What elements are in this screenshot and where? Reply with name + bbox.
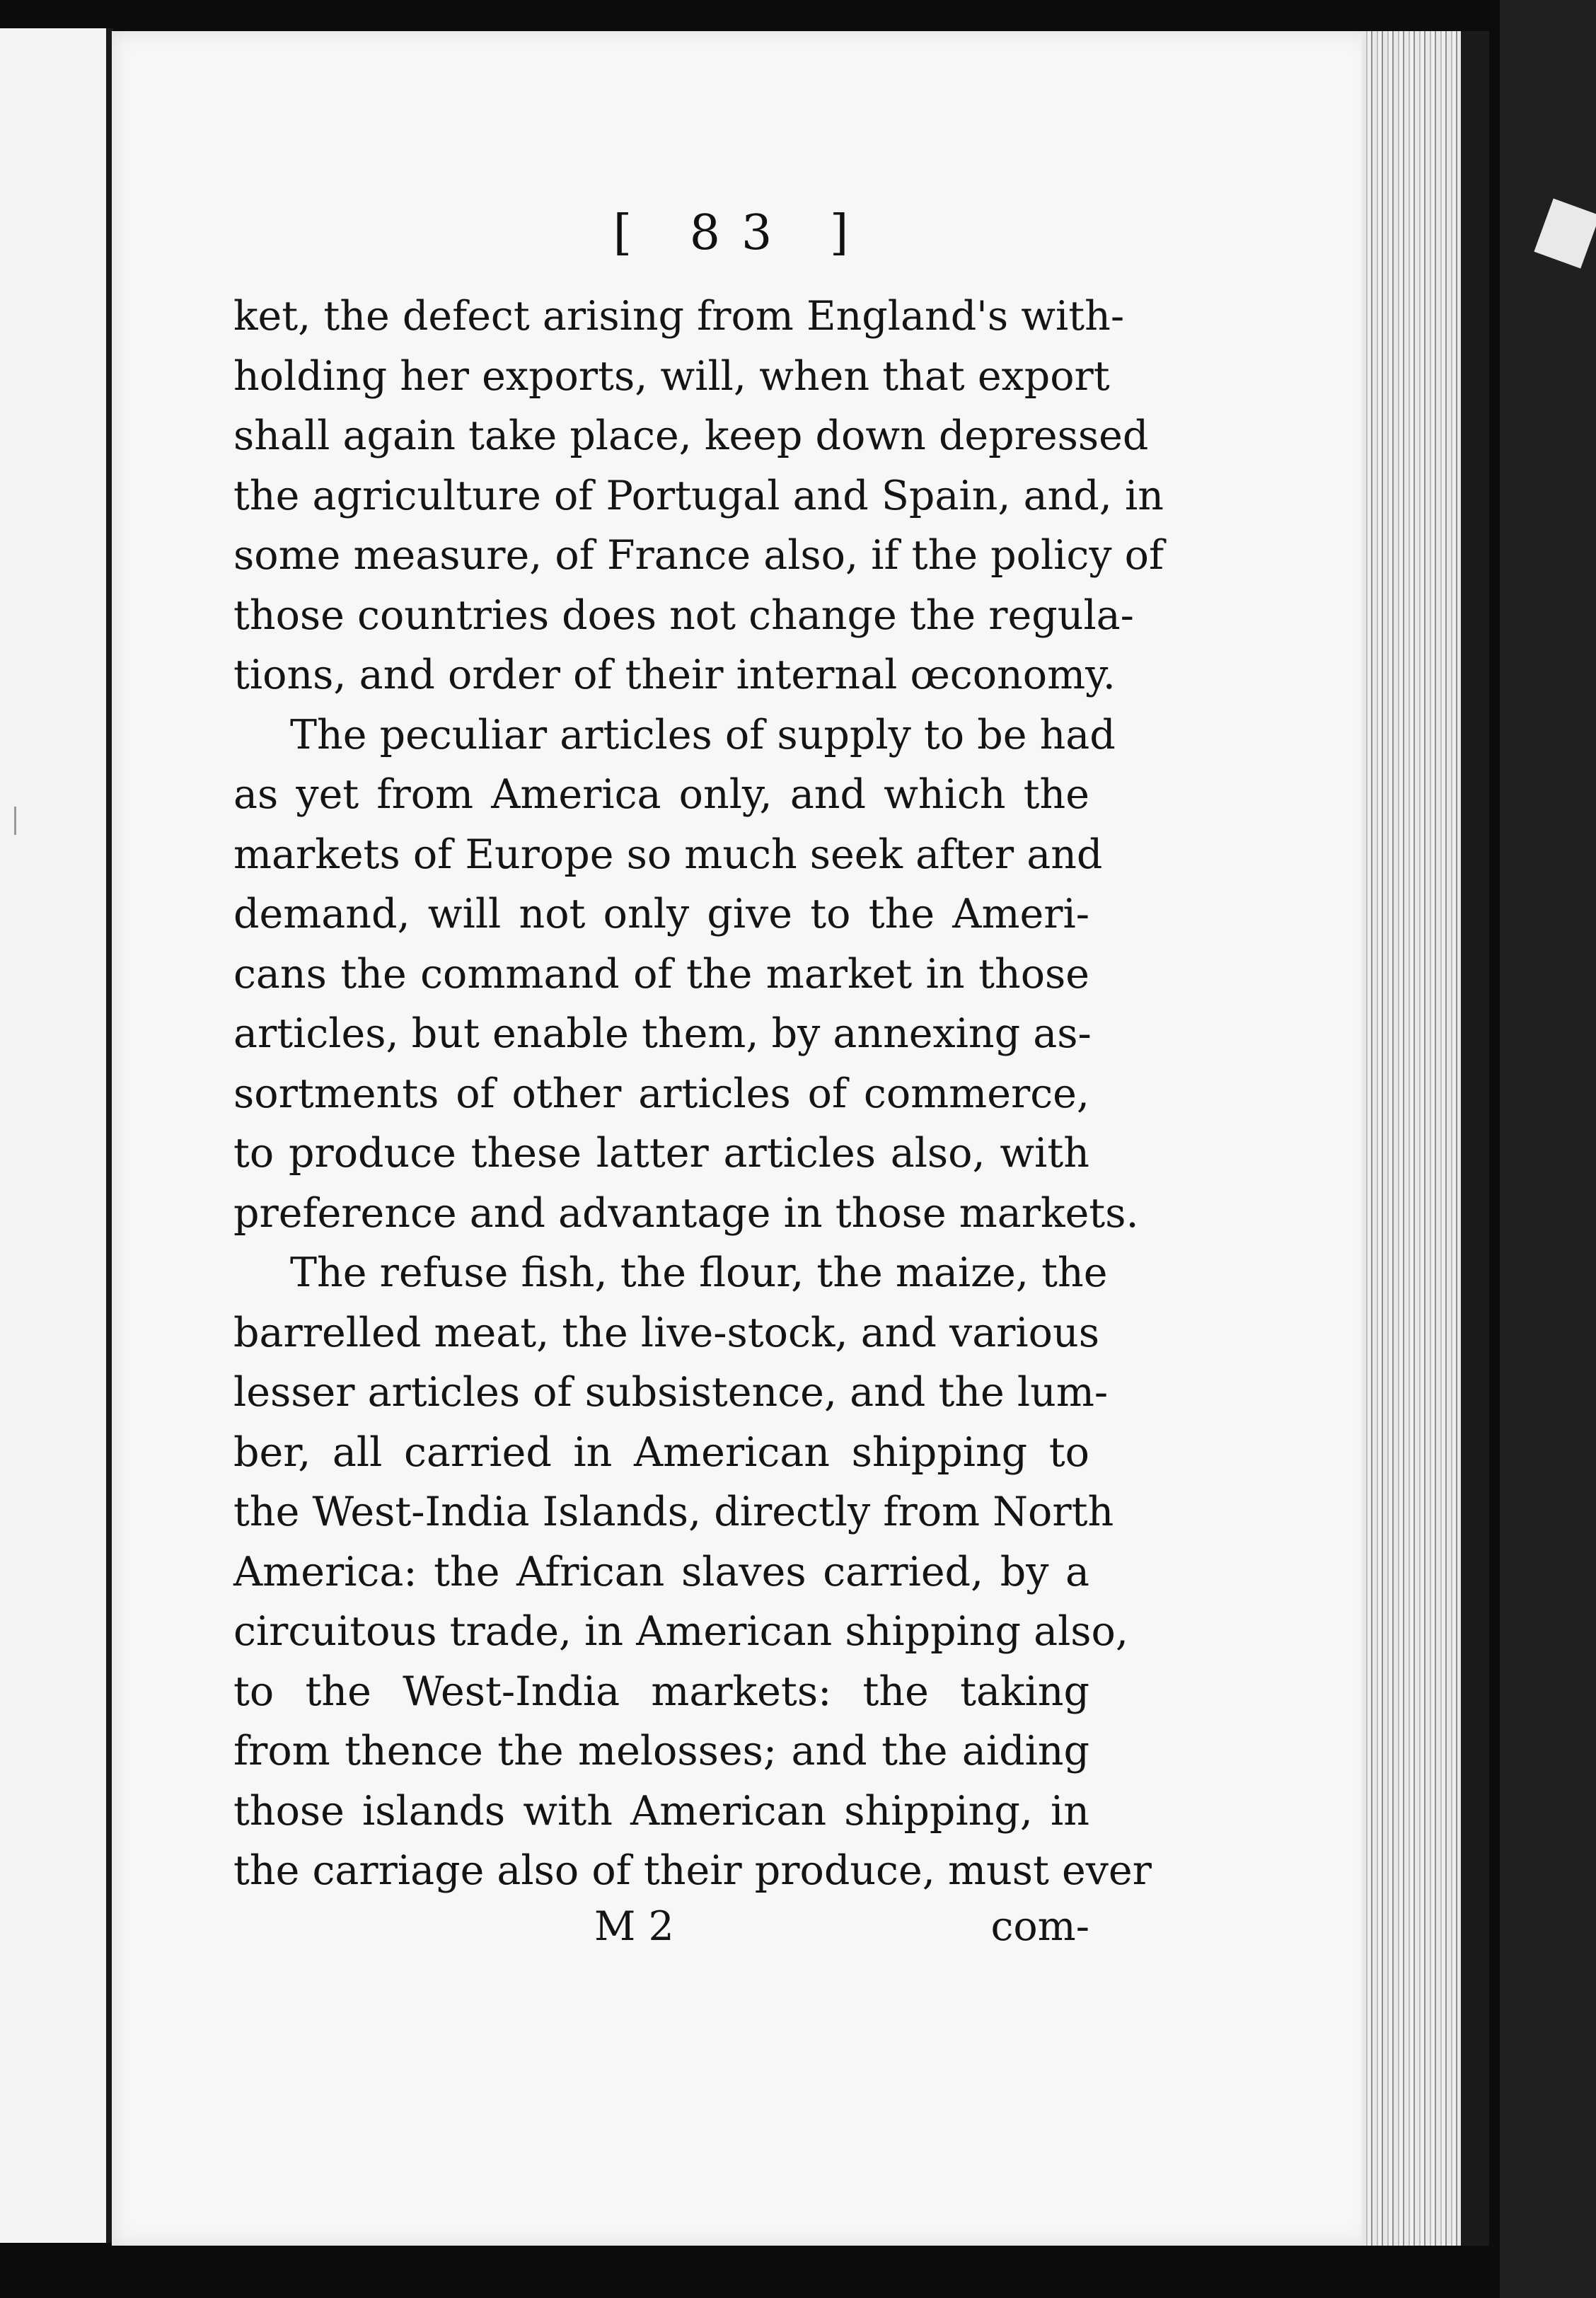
text-line: to produce these latter articles also, with [233,1130,1089,1177]
text-line: as yet from America only, and which the [233,771,1089,818]
text-line: ber, all carried in American shipping to [233,1428,1089,1476]
text-line: ket, the defect arising from England's with- [233,293,1125,340]
page-edges-shadow [1461,31,1489,2246]
text-line: to the West-India markets: the taking [233,1668,1089,1715]
text-line: cans the command of the market in those [233,950,1089,998]
book-spine [1500,0,1596,2298]
body-text [233,287,1164,1901]
text-line: shall again take place, keep down depressed [233,412,1149,459]
text-line: The refuse fish, the flour, the maize, the [290,1249,1108,1296]
text-line: barrelled meat, the live-stock, and various [233,1309,1099,1356]
text-line: demand, will not only give to the Ameri- [233,891,1089,937]
text-line: the carriage also of their produce, must ever [233,1847,1152,1894]
page-edges [1362,31,1461,2246]
page-number-header: [ 83 ] [613,205,870,261]
page-footer [233,1903,1089,1963]
text-line: The peculiar articles of supply to be had [290,711,1116,758]
text-line: those islands with American shipping, in [233,1787,1089,1835]
text-line: America: the African slaves carried, by a [233,1548,1089,1595]
text-line: holding her exports, will, when that export [233,352,1110,400]
text-line: articles, but enable them, by annexing as- [233,1010,1092,1057]
text-line: markets of Europe so much seek after and [233,831,1103,878]
text-line: sortments of other articles of commerce, [233,1070,1089,1117]
torn-paper-fragment [1534,198,1596,268]
facing-page-mark [14,807,16,835]
facing-page-edge [0,28,113,2243]
text-line: the West-India Islands, directly from North [233,1489,1114,1535]
text-line: lesser articles of subsistence, and the lum- [233,1369,1109,1416]
text-line: tions, and order of their internal œconomy. [233,652,1116,698]
text-line: circuitous trade, in American shipping also, [233,1608,1128,1655]
text-line: the agriculture of Portugal and Spain, and, in [233,472,1164,519]
text-line: some measure, of France also, if the policy of [233,532,1164,579]
text-line: preference and advantage in those markets. [233,1189,1139,1237]
catchword: com- [990,1903,1089,1950]
text-line: those countries does not change the regula- [233,591,1134,639]
text-line: from thence the melosses; and the aiding [233,1728,1089,1774]
signature-mark: M 2 [594,1903,674,1950]
